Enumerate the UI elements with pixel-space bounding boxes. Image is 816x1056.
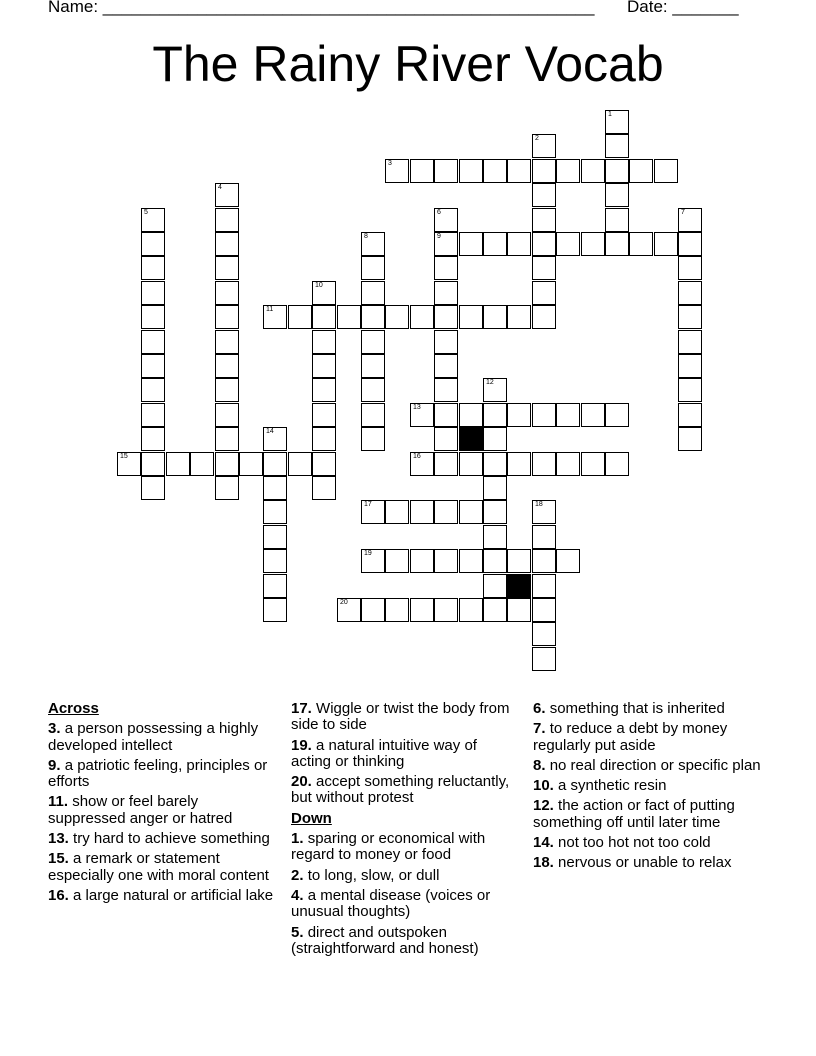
clue-down-8 [533, 758, 765, 774]
grid-cell[interactable] [654, 159, 678, 183]
clue-column-middle [291, 701, 517, 961]
clue-number-label: 11 [266, 306, 274, 313]
grid-cell[interactable] [459, 403, 483, 427]
grid-cell[interactable] [288, 305, 312, 329]
clue-across-3 [48, 721, 276, 754]
clue-number-label: 2 [535, 135, 539, 142]
grid-cell[interactable] [263, 574, 287, 598]
grid-cell[interactable] [678, 281, 702, 305]
grid-cell[interactable] [141, 281, 165, 305]
grid-cell[interactable] [263, 427, 287, 451]
grid-cell[interactable] [263, 476, 287, 500]
grid-cell[interactable] [459, 232, 483, 256]
clue-number-label: 14 [266, 428, 274, 435]
clue-across-15 [48, 851, 276, 884]
clue-number-label: 19 [364, 550, 372, 557]
grid-cell[interactable] [507, 232, 531, 256]
clue-text: to long, slow, or dull [307, 866, 440, 884]
grid-cell[interactable] [337, 598, 361, 622]
grid-cell[interactable] [361, 598, 385, 622]
black-square [507, 574, 531, 598]
grid-cell[interactable] [239, 452, 263, 476]
grid-cell[interactable] [190, 452, 214, 476]
grid-cell[interactable] [215, 208, 239, 232]
grid-cell[interactable] [483, 598, 507, 622]
grid-cell[interactable] [434, 549, 458, 573]
clue-number-label: 7 [681, 209, 685, 216]
grid-cell[interactable] [605, 452, 629, 476]
grid-cell[interactable] [215, 305, 239, 329]
grid-cell[interactable] [532, 208, 556, 232]
grid-cell[interactable] [263, 598, 287, 622]
grid-cell[interactable] [215, 403, 239, 427]
grid-cell[interactable] [312, 403, 336, 427]
grid-cell[interactable] [678, 403, 702, 427]
grid-cell[interactable] [483, 476, 507, 500]
grid-cell[interactable] [312, 378, 336, 402]
clue-number-label: 18 [535, 501, 543, 508]
grid-cell[interactable] [459, 159, 483, 183]
grid-cell[interactable] [166, 452, 190, 476]
clue-number: 15. [48, 850, 69, 868]
clue-across-11 [48, 794, 276, 827]
clue-number: 8. [533, 756, 546, 774]
grid-cell[interactable] [459, 598, 483, 622]
date-field[interactable]: Date: _______ [627, 0, 739, 16]
grid-cell[interactable] [459, 549, 483, 573]
grid-cell[interactable] [312, 427, 336, 451]
grid-cell[interactable] [361, 232, 385, 256]
grid-cell[interactable] [215, 427, 239, 451]
grid-cell[interactable] [434, 378, 458, 402]
clue-number: 18. [533, 854, 554, 872]
grid-cell[interactable] [532, 159, 556, 183]
grid-cell[interactable] [507, 403, 531, 427]
clue-column-left [48, 701, 276, 908]
grid-cell[interactable] [483, 549, 507, 573]
grid-cell[interactable] [459, 305, 483, 329]
grid-cell[interactable] [532, 183, 556, 207]
grid-cell[interactable] [361, 427, 385, 451]
grid-cell[interactable] [581, 232, 605, 256]
clue-number: 2. [291, 866, 304, 884]
grid-cell[interactable] [141, 330, 165, 354]
grid-cell[interactable] [483, 305, 507, 329]
grid-cell[interactable] [678, 208, 702, 232]
grid-cell[interactable] [141, 476, 165, 500]
grid-cell[interactable] [532, 622, 556, 646]
grid-cell[interactable] [532, 549, 556, 573]
grid-cell[interactable] [483, 427, 507, 451]
grid-cell[interactable] [507, 452, 531, 476]
clue-text: the action or fact of putting something off until later time [533, 797, 735, 831]
grid-cell[interactable] [581, 159, 605, 183]
grid-cell[interactable] [361, 378, 385, 402]
grid-cell[interactable] [532, 647, 556, 671]
clue-number-label: 8 [364, 233, 368, 240]
grid-cell[interactable] [312, 452, 336, 476]
grid-cell[interactable] [605, 403, 629, 427]
grid-cell[interactable] [654, 232, 678, 256]
clue-number-label: 10 [315, 282, 323, 289]
grid-cell[interactable] [361, 403, 385, 427]
clue-number-label: 20 [340, 599, 348, 606]
clue-across-19 [291, 738, 517, 771]
clue-down-10 [533, 778, 765, 794]
grid-cell[interactable] [605, 159, 629, 183]
grid-cell[interactable] [288, 452, 312, 476]
grid-cell[interactable] [385, 500, 409, 524]
grid-cell[interactable] [312, 281, 336, 305]
grid-cell[interactable] [581, 403, 605, 427]
grid-cell[interactable] [434, 232, 458, 256]
clue-number-label: 3 [388, 160, 392, 167]
clue-down-2 [291, 868, 517, 884]
grid-cell[interactable] [483, 378, 507, 402]
grid-cell[interactable] [483, 159, 507, 183]
clue-number: 17. [291, 700, 312, 717]
grid-cell[interactable] [556, 159, 580, 183]
grid-cell[interactable] [263, 549, 287, 573]
grid-cell[interactable] [434, 403, 458, 427]
grid-cell[interactable] [483, 574, 507, 598]
grid-cell[interactable] [678, 330, 702, 354]
clue-number-label: 6 [437, 209, 441, 216]
grid-cell[interactable] [215, 378, 239, 402]
grid-cell[interactable] [215, 281, 239, 305]
clue-down-6 [533, 701, 765, 717]
clue-down-12 [533, 798, 765, 831]
grid-cell[interactable] [215, 256, 239, 280]
clue-text: sparing or economical with regard to money or food [291, 830, 486, 864]
grid-cell[interactable] [410, 403, 434, 427]
grid-cell[interactable] [410, 598, 434, 622]
grid-cell[interactable] [385, 598, 409, 622]
grid-cell[interactable] [678, 378, 702, 402]
grid-cell[interactable] [605, 232, 629, 256]
grid-cell[interactable] [434, 598, 458, 622]
clue-text: to reduce a debt by money regularly put aside [533, 720, 728, 754]
clue-text: nervous or unable to relax [558, 854, 732, 872]
grid-cell[interactable] [629, 232, 653, 256]
grid-cell[interactable] [385, 305, 409, 329]
grid-cell[interactable] [434, 500, 458, 524]
clue-down-1 [291, 831, 517, 864]
clue-number-label: 12 [486, 379, 494, 386]
grid-cell[interactable] [507, 159, 531, 183]
grid-cell[interactable] [312, 354, 336, 378]
grid-cell[interactable] [532, 305, 556, 329]
grid-cell[interactable] [532, 525, 556, 549]
clue-across-9 [48, 758, 276, 791]
grid-cell[interactable] [361, 500, 385, 524]
clue-down-14 [533, 835, 765, 851]
grid-cell[interactable] [215, 330, 239, 354]
grid-cell[interactable] [141, 354, 165, 378]
clue-down-18 [533, 855, 765, 871]
clue-number: 16. [48, 886, 69, 904]
grid-cell[interactable] [532, 281, 556, 305]
grid-cell[interactable] [678, 354, 702, 378]
grid-cell[interactable] [361, 256, 385, 280]
grid-cell[interactable] [215, 354, 239, 378]
grid-cell[interactable] [483, 525, 507, 549]
grid-cell[interactable] [434, 305, 458, 329]
grid-cell[interactable] [507, 598, 531, 622]
down-heading: Down [291, 809, 332, 827]
clue-text: Wiggle or twist the body from side to side [291, 700, 510, 734]
grid-cell[interactable] [678, 256, 702, 280]
grid-cell[interactable] [410, 452, 434, 476]
grid-cell[interactable] [483, 452, 507, 476]
clue-number: 6. [533, 700, 546, 717]
grid-cell[interactable] [215, 476, 239, 500]
clue-number-label: 5 [144, 209, 148, 216]
grid-cell[interactable] [532, 500, 556, 524]
grid-cell[interactable] [361, 549, 385, 573]
grid-cell[interactable] [532, 574, 556, 598]
grid-cell[interactable] [434, 452, 458, 476]
clue-across-20 [291, 774, 517, 807]
grid-cell[interactable] [410, 159, 434, 183]
clue-text: a large natural or artificial lake [73, 886, 274, 904]
clue-text: accept something reluctantly, but without protest [291, 773, 510, 807]
clue-text: try hard to achieve something [73, 830, 270, 848]
grid-cell[interactable] [263, 305, 287, 329]
grid-cell[interactable] [556, 232, 580, 256]
grid-cell[interactable] [532, 134, 556, 158]
grid-cell[interactable] [141, 378, 165, 402]
clue-text: a synthetic resin [558, 777, 667, 795]
clue-number-label: 17 [364, 501, 372, 508]
clue-number: 10. [533, 777, 554, 795]
grid-cell[interactable] [434, 330, 458, 354]
grid-cell[interactable] [605, 183, 629, 207]
grid-cell[interactable] [507, 549, 531, 573]
grid-cell[interactable] [337, 305, 361, 329]
grid-cell[interactable] [507, 305, 531, 329]
grid-cell[interactable] [678, 305, 702, 329]
grid-cell[interactable] [532, 232, 556, 256]
grid-cell[interactable] [434, 159, 458, 183]
clue-number-label: 15 [120, 453, 128, 460]
grid-cell[interactable] [141, 452, 165, 476]
grid-cell[interactable] [459, 452, 483, 476]
grid-cell[interactable] [141, 232, 165, 256]
grid-cell[interactable] [385, 549, 409, 573]
grid-cell[interactable] [434, 256, 458, 280]
clue-number-label: 16 [413, 453, 421, 460]
clue-number: 14. [533, 834, 554, 852]
clue-text: not too hot not too cold [558, 834, 711, 852]
grid-cell[interactable] [141, 403, 165, 427]
clue-number: 4. [291, 886, 304, 904]
clue-number: 9. [48, 756, 61, 774]
grid-cell[interactable] [532, 598, 556, 622]
grid-cell[interactable] [556, 403, 580, 427]
grid-cell[interactable] [605, 110, 629, 134]
grid-cell[interactable] [312, 305, 336, 329]
clue-across-16 [48, 888, 276, 904]
grid-cell[interactable] [117, 452, 141, 476]
clue-text: something that is inherited [549, 700, 725, 717]
clue-number: 19. [291, 736, 312, 754]
clue-text: a patriotic feeling, principles or efforts [48, 756, 268, 791]
grid-cell[interactable] [581, 452, 605, 476]
clue-number-label: 9 [437, 233, 441, 240]
clue-number: 13. [48, 830, 69, 848]
name-field[interactable]: Name: ____________________________________________________ [48, 0, 595, 16]
grid-cell[interactable] [410, 500, 434, 524]
grid-cell[interactable] [361, 281, 385, 305]
grid-cell[interactable] [361, 330, 385, 354]
clue-text: a person possessing a highly developed intellect [48, 720, 259, 754]
grid-cell[interactable] [556, 549, 580, 573]
clue-across-13 [48, 831, 276, 847]
grid-cell[interactable] [434, 208, 458, 232]
clue-text: a remark or statement especially one with moral content [48, 850, 269, 884]
grid-cell[interactable] [263, 525, 287, 549]
grid-cell[interactable] [556, 452, 580, 476]
grid-cell[interactable] [483, 500, 507, 524]
page-title: The Rainy River Vocab [152, 36, 664, 92]
clue-down-4 [291, 888, 517, 921]
across-heading: Across [48, 700, 99, 717]
clue-number: 20. [291, 773, 312, 791]
clue-across-17 [291, 701, 517, 734]
clue-text: a natural intuitive way of acting or thinking [291, 736, 477, 770]
clue-text: a mental disease (voices or unusual thoughts) [291, 886, 491, 921]
grid-cell[interactable] [361, 305, 385, 329]
grid-cell[interactable] [141, 305, 165, 329]
grid-cell[interactable] [263, 500, 287, 524]
clue-number-label: 13 [413, 404, 421, 411]
grid-cell[interactable] [215, 232, 239, 256]
grid-cell[interactable] [678, 232, 702, 256]
clue-number: 3. [48, 720, 61, 738]
grid-cell[interactable] [141, 256, 165, 280]
clue-number: 11. [48, 793, 69, 811]
clue-text: direct and outspoken (straightforward and honest) [291, 923, 479, 957]
clue-text: no real direction or specific plan [549, 756, 761, 774]
grid-cell[interactable] [410, 549, 434, 573]
black-square [459, 427, 483, 451]
clue-column-right [533, 701, 765, 876]
grid-cell[interactable] [629, 159, 653, 183]
grid-cell[interactable] [141, 427, 165, 451]
grid-cell[interactable] [215, 452, 239, 476]
grid-cell[interactable] [605, 208, 629, 232]
grid-cell[interactable] [410, 305, 434, 329]
grid-cell[interactable] [141, 208, 165, 232]
grid-cell[interactable] [532, 403, 556, 427]
grid-cell[interactable] [312, 476, 336, 500]
grid-cell[interactable] [605, 134, 629, 158]
clue-text: show or feel barely suppressed anger or hatred [48, 793, 233, 827]
grid-cell[interactable] [434, 354, 458, 378]
grid-cell[interactable] [263, 452, 287, 476]
clue-number-label: 1 [608, 111, 612, 118]
clue-number: 1. [291, 830, 304, 848]
grid-cell[interactable] [385, 159, 409, 183]
clue-number: 7. [533, 720, 546, 738]
clue-down-5 [291, 925, 517, 958]
grid-cell[interactable] [459, 500, 483, 524]
grid-cell[interactable] [483, 232, 507, 256]
clue-down-7 [533, 721, 765, 754]
grid-cell[interactable] [532, 256, 556, 280]
grid-cell[interactable] [215, 183, 239, 207]
grid-cell[interactable] [483, 403, 507, 427]
grid-cell[interactable] [312, 330, 336, 354]
grid-cell[interactable] [361, 354, 385, 378]
grid-cell[interactable] [434, 281, 458, 305]
clue-number: 12. [533, 797, 554, 815]
clue-number-label: 4 [218, 184, 222, 191]
grid-cell[interactable] [434, 427, 458, 451]
grid-cell[interactable] [532, 452, 556, 476]
clue-number: 5. [291, 923, 304, 941]
grid-cell[interactable] [678, 427, 702, 451]
